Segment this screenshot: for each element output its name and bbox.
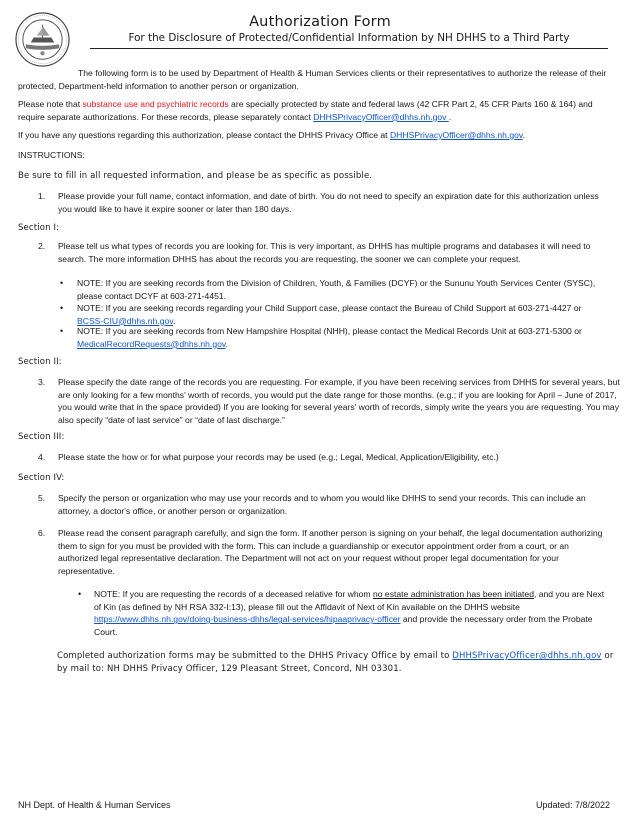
medical-records-email-link[interactable]: MedicalRecordRequests@dhhs.nh.gov	[77, 338, 226, 349]
item-6-number: 6.	[38, 528, 46, 538]
item-6-text: Please read the consent paragraph carefully, and sign the form. If another person is signing on your behalf, the legal documentation authorizing them to sign for you must be provided with the form. This can include a guardianship or executor appointment order from a court, or an authorized legal representative declaration. The Department will not act on your request without proper legal documentation for your representative.	[58, 528, 603, 576]
intro-paragraph: The following form is to be used by Department of Health & Human Services clients or their representatives to authorize the release of their protected, Department-held information to another person or organization.	[18, 68, 607, 91]
protected-records-highlight: substance use and psychiatric records	[82, 99, 229, 109]
questions-paragraph: If you have any questions regarding this authorization, please contact the DHHS Privacy Office at DHHSPrivacyOfficer@dhhs.nh.gov.	[18, 130, 525, 140]
item-1-text: Please provide your full name, contact information, and date of birth. You do not need to specify an expiration date for this authorization unless you would like to have it expire sooner or later than 180 days.	[58, 191, 599, 214]
privacy-office-email-link[interactable]: DHHSPrivacyOfficer@dhhs.nh.gov	[389, 130, 523, 140]
item-5-text: Specify the person or organization who may use your records and to whom you would like DHHS to send your records. This can include an attorney, a doctor's office, or another person or organization.	[58, 493, 586, 516]
be-sure-line: Be sure to fill in all requested information, and please be as specific as possible.	[18, 171, 373, 181]
bullet-icon: •	[60, 303, 64, 313]
item-1-number: 1.	[38, 191, 46, 201]
section-1-heading: Section I:	[18, 223, 60, 233]
footer-department: NH Dept. of Health & Human Services	[18, 800, 171, 810]
note-deceased-relative: NOTE: If you are requesting the records of a deceased relative for whom no estate administration has been initiated, and you are Next of Kin (as defined by NH RSA 332-I:13), please fill out the Affidavit of Next of Kin available on the DHHS website https://www.dhhs.nh.gov/doing-business-dhhs/legal-services/hipaaprivacy-officer and provide the necessary order from the Probate Court.	[94, 589, 605, 637]
note-dcyf: NOTE: If you are seeking records from the Division of Children, Youth, & Families (DCYF) or the Sununu Youth Services Center (SYSC), please contact DCYF at 603-271-4451.	[77, 278, 596, 301]
note-nhh: NOTE: If you are seeking records from New Hampshire Hospital (NHH), please contact the Medical Records Unit at 603-271-5300 or MedicalRecordRequests@dhhs.nh.gov.	[77, 326, 582, 349]
item-5-number: 5.	[38, 493, 46, 503]
section-4-heading: Section IV:	[18, 473, 65, 483]
hipaa-privacy-officer-link[interactable]: https://www.dhhs.nh.gov/doing-business-dhhs/legal-services/hipaaprivacy-officer	[94, 614, 401, 625]
closing-email-link[interactable]: DHHSPrivacyOfficer@dhhs.nh.gov	[452, 651, 602, 661]
note-paragraph: Please note that substance use and psychiatric records are specially protected by state and federal laws (42 CFR Part 2, 45 CFR Parts 160 & 164) and require separate authorizations. For these records, please separately contact DHHSPrivacyOfficer@dhhs.nh.gov .	[18, 99, 593, 122]
item-3-number: 3.	[38, 377, 46, 387]
section-2-heading: Section II:	[18, 357, 62, 367]
bullet-icon: •	[78, 589, 82, 599]
privacy-officer-email-link[interactable]: DHHSPrivacyOfficer@dhhs.nh.gov	[313, 111, 449, 122]
item-3-text: Please specify the date range of the records you are requesting. For example, if you have been receiving services from DHHS for several years, but are only looking for a few months' worth of records, you would put the date range for those months. (e.g.; if you are looking for April – June of 2017, you would write that in the space provided) If you are looking for several years' worth of records, simply write the years you are requesting. You may also specify “date of last service” or “date of last discharge.”	[58, 377, 620, 425]
page-title: Authorization Form	[249, 14, 391, 30]
note-child-support: NOTE: If you are seeking records regarding your Child Support case, please contact the Bureau of Child Support at 603-271-4427 or BCSS-CIU@dhhs.nh.gov.	[77, 303, 582, 326]
page-subtitle: For the Disclosure of Protected/Confidential Information by NH DHHS to a Third Party	[128, 32, 570, 44]
header-divider	[90, 48, 608, 49]
instructions-heading: INSTRUCTIONS:	[18, 150, 85, 160]
section-3-heading: Section III:	[18, 432, 65, 442]
item-2-number: 2.	[38, 241, 46, 251]
footer-updated-date: Updated: 7/8/2022	[535, 800, 610, 810]
item-4-text: Please state the how or for what purpose your records may be used (e.g.; Legal, Medical, Application/Eligibility, etc.)	[58, 452, 499, 462]
bullet-icon: •	[60, 278, 64, 288]
item-2-text: Please tell us what types of records you are looking for. This is very important, as DHHS has multiple programs and databases it will need to search. The more information DHHS has about the records you are requesting, the sooner we can complete your request.	[58, 241, 591, 264]
item-4-number: 4.	[38, 452, 46, 462]
bullet-icon: •	[60, 326, 64, 336]
bcss-email-link[interactable]: BCSS-CIU@dhhs.nh.gov	[77, 315, 173, 326]
closing-paragraph: Completed authorization forms may be submitted to the DHHS Privacy Office by email to DHHSPrivacyOfficer@dhhs.nh.gov or by mail to: NH DHHS Privacy Officer, 129 Pleasant Street, Concord, NH 03301.	[57, 651, 614, 674]
